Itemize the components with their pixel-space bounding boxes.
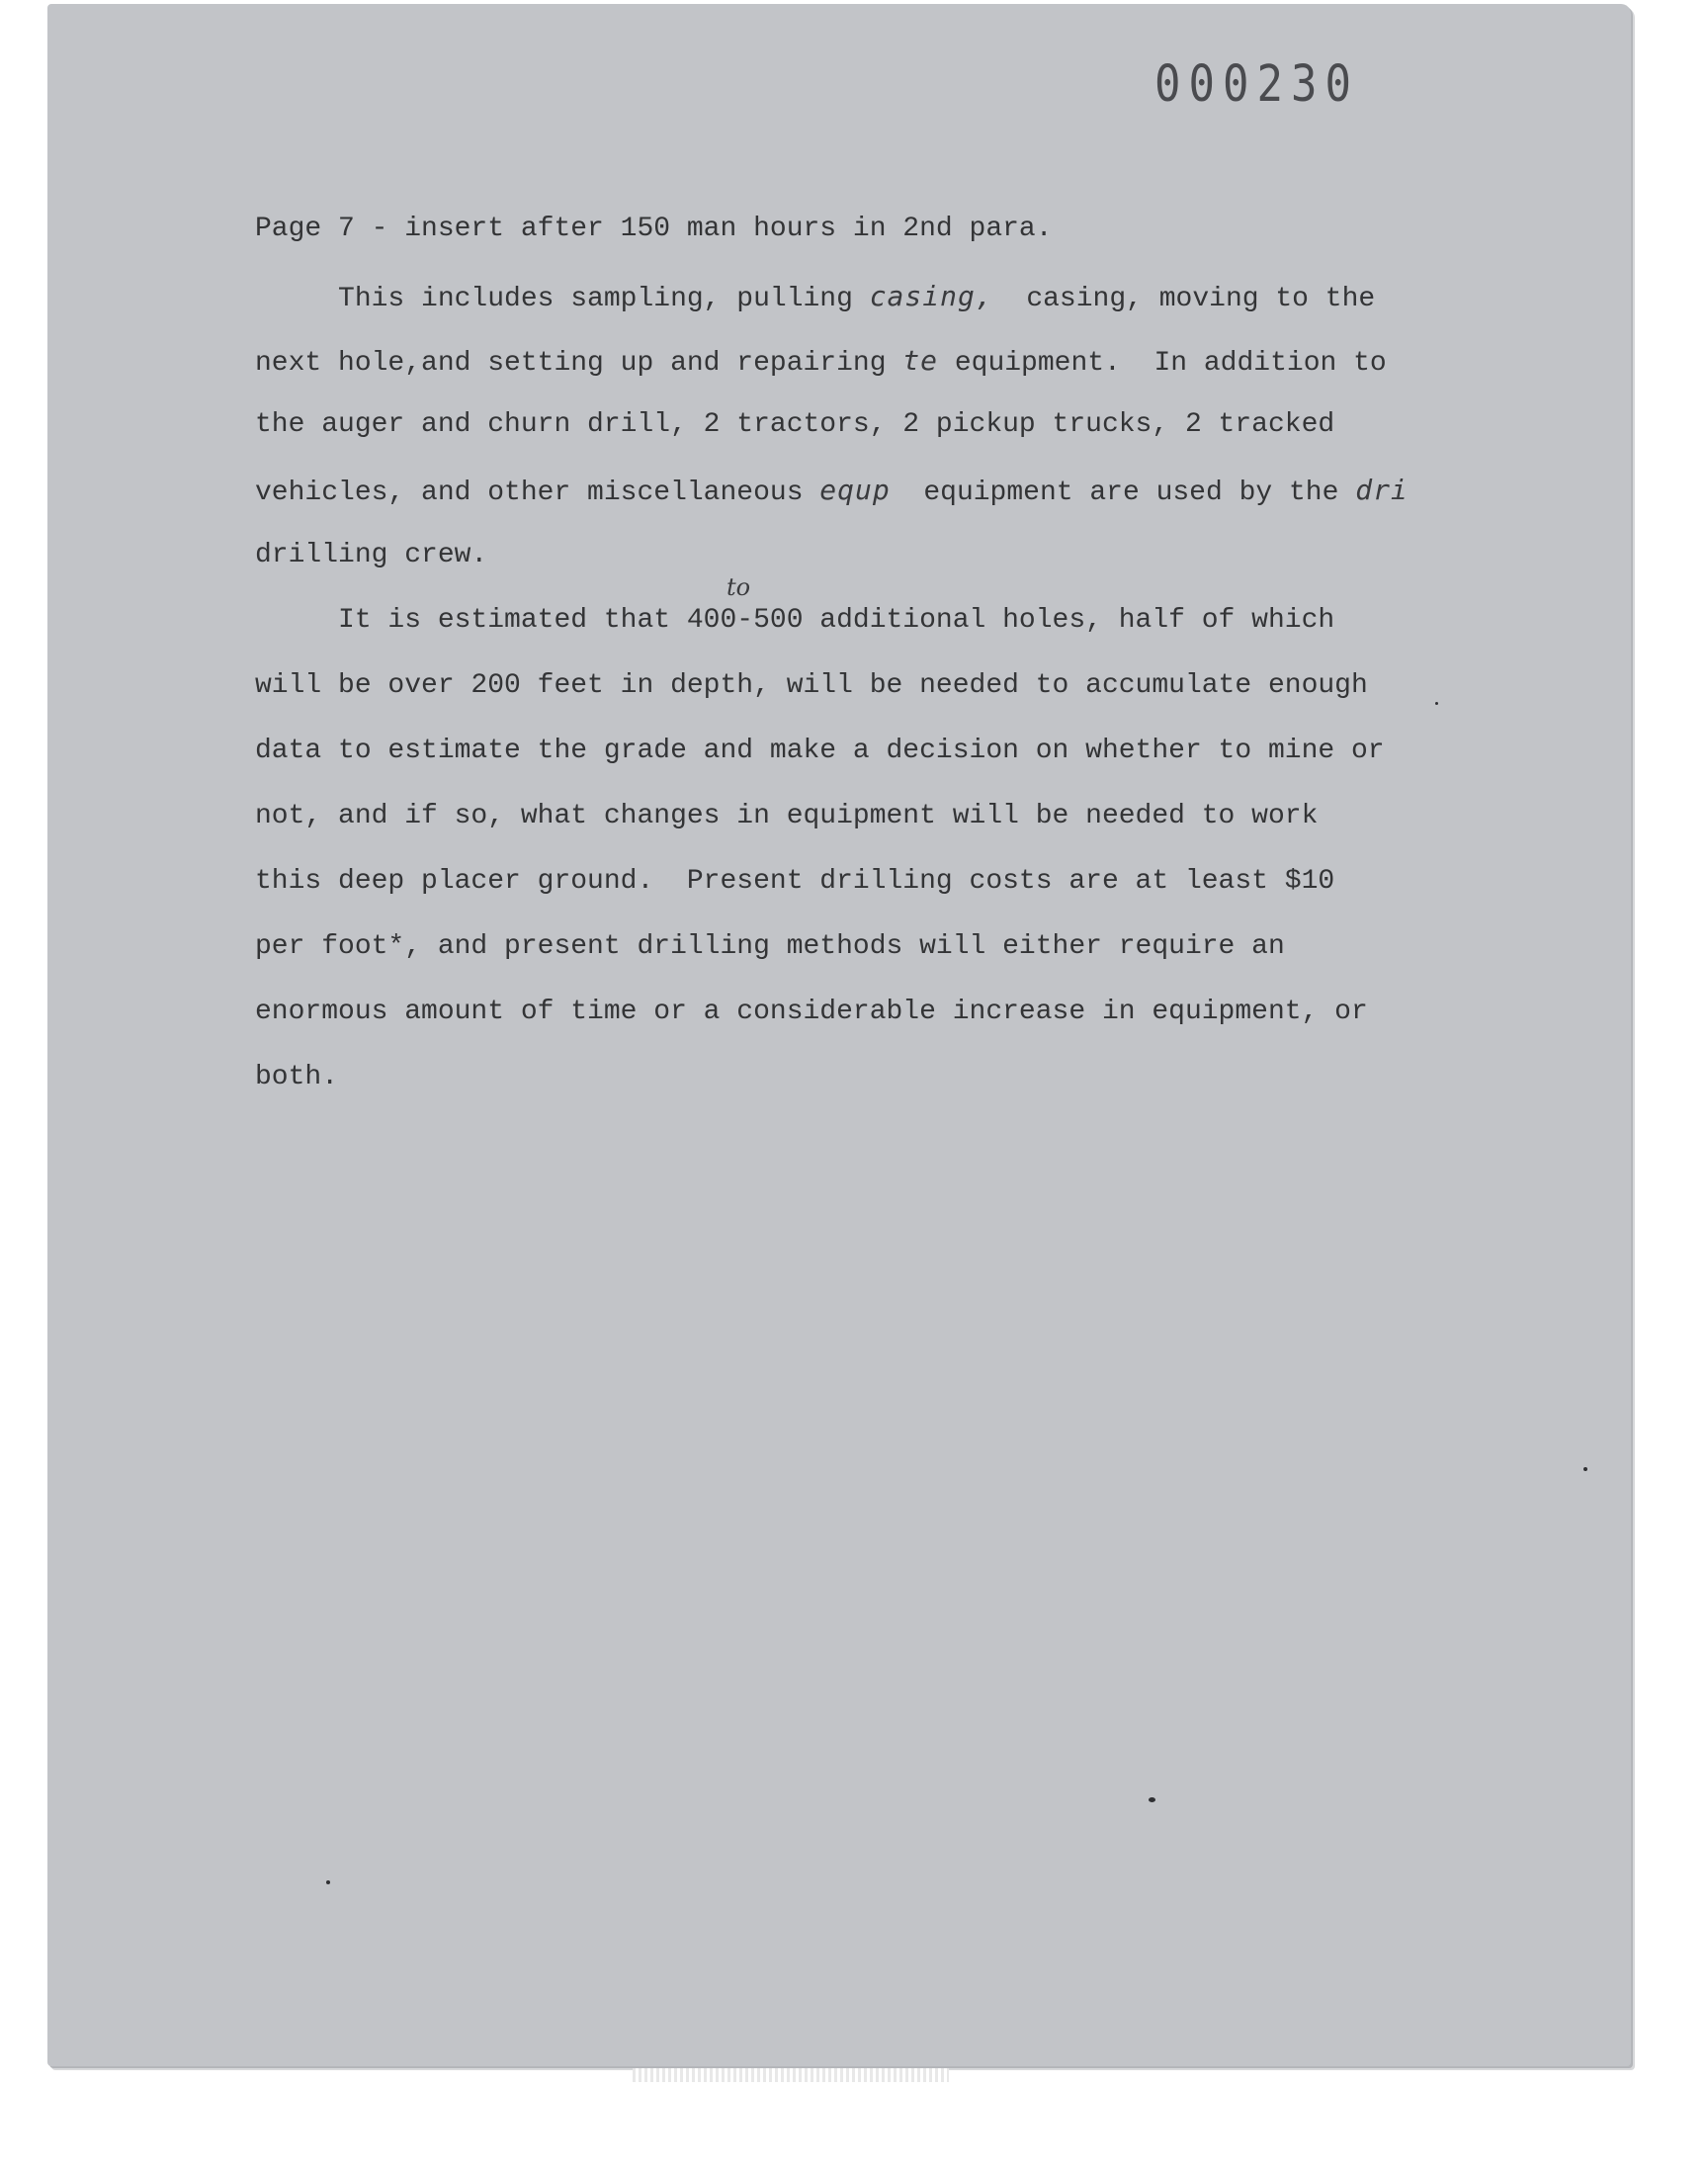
body-line-12: enormous amount of time or a considerable increase in equipment, or <box>255 997 1368 1027</box>
struck-word: casing, <box>869 280 993 312</box>
handwritten-insert: to <box>726 573 751 601</box>
body-line-11: per foot*, and present drilling methods will either require an <box>255 931 1285 962</box>
body-line-4: vehicles, and other miscellaneous equp equipment are used by the dri <box>255 474 1409 508</box>
body-line-1: This includes sampling, pulling casing, casing, moving to the <box>255 280 1376 314</box>
document-number: 000230 <box>1154 55 1359 114</box>
scan-edge-strip <box>633 2068 949 2082</box>
body-line-9: not, and if so, what changes in equipment will be needed to work <box>255 801 1319 831</box>
paper-speck <box>1149 1797 1155 1802</box>
insert-heading: Page 7 - insert after 150 man hours in 2nd para. <box>255 214 1053 244</box>
struck-word: te <box>902 344 939 377</box>
body-line-10: this deep placer ground. Present drilling costs are at least $10 <box>255 866 1335 897</box>
body-line-7: will be over 200 feet in depth, will be needed to accumulate enough <box>255 670 1368 701</box>
paper-speck <box>1583 1467 1587 1471</box>
body-line-13: both. <box>255 1062 339 1092</box>
body-line-6: It is estimated that 400-500 additional holes, half of which <box>255 605 1335 636</box>
body-line-3: the auger and churn drill, 2 tractors, 2 pickup trucks, 2 tracked <box>255 409 1335 440</box>
struck-word: dri <box>1355 474 1409 506</box>
struck-word: equp <box>819 474 891 506</box>
body-line-2: next hole,and setting up and repairing te equipment. In addition to <box>255 344 1387 379</box>
paper-speck <box>326 1880 330 1884</box>
paper-speck <box>1435 702 1438 705</box>
body-line-5: drilling crew. <box>255 540 488 570</box>
body-line-8: data to estimate the grade and make a decision on whether to mine or <box>255 736 1385 766</box>
